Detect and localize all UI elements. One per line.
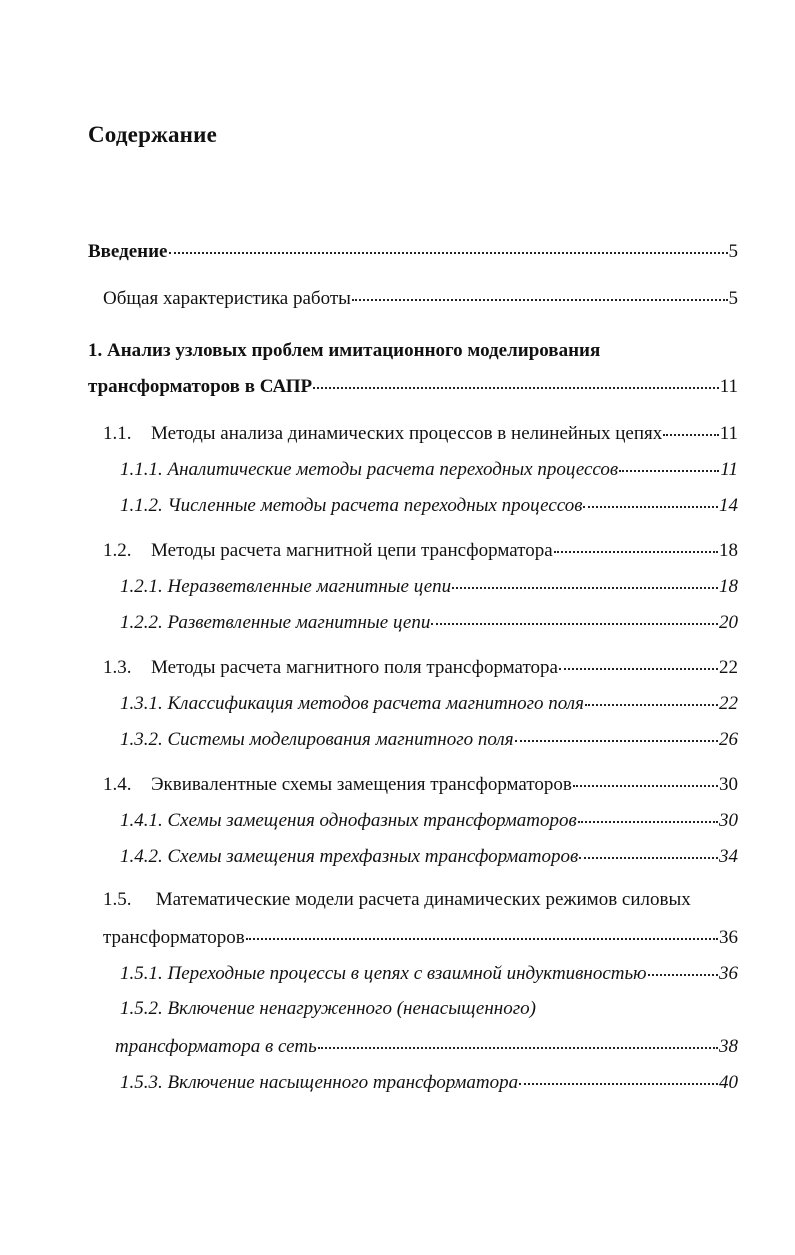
toc-entry-label: 1.2.2. Разветвленные магнитные цепи [120,612,431,633]
toc-leader-dots [583,488,718,508]
toc-page-number: 38 [719,1036,738,1057]
toc-entry-1-3-2[interactable] [120,725,738,751]
toc-page-number: 20 [719,612,738,633]
toc-entry-label: 1.1.2. Численные методы расчета переходных процессов [120,495,583,516]
toc-entry-intro[interactable] [88,237,738,263]
toc-page-number: 36 [719,963,738,984]
toc-leader-dots [169,234,728,254]
toc-entry-label: 1.4.1. Схемы замещения однофазных трансформаторов [120,810,577,831]
toc-entry-label: Методы расчета магнитного поля трансформатора [151,657,558,678]
toc-leader-dots [246,920,718,940]
toc-entry-label: трансформаторов [103,927,245,948]
toc-entry-label: 1.2.1. Неразветвленные магнитные цепи [120,576,452,597]
toc-leader-dots [318,1029,718,1049]
toc-entry-label: 1.5.1. Переходные процессы в цепях с взаимной индуктивностью [120,963,647,984]
toc-entry-label: трансформатора в сеть [115,1036,317,1057]
toc-section-number: 1.5. [103,889,132,910]
toc-entry-label: 1.4.2. Схемы замещения трехфазных трансформаторов [120,846,579,867]
toc-entry-1-1-1[interactable] [120,455,738,481]
toc-leader-dots [313,369,719,389]
page-title: Содержание [88,122,217,147]
toc-entry-1-5-1[interactable] [120,959,738,985]
toc-page-number: 22 [719,657,738,678]
toc-entry-label: Методы расчета магнитной цепи трансформатора [151,540,553,561]
toc-entry-1-3-1[interactable] [120,689,738,715]
toc-entry-label: Общая характеристика работы [103,288,351,309]
toc-entry-1-1-2[interactable] [120,491,738,517]
toc-entry-1-4[interactable] [103,770,738,796]
toc-page-number: 11 [720,459,738,480]
toc-leader-dots [585,686,718,706]
toc-entry-1-2[interactable] [103,536,738,562]
toc-entry-label: Методы анализа динамических процессов в нелинейных цепях [151,423,663,444]
toc-page-number: 40 [719,1072,738,1093]
toc-leader-dots [452,569,718,589]
toc-page-number: 11 [719,423,738,444]
toc-entry-1-4-2[interactable] [120,842,738,868]
toc-page-number: 22 [719,693,738,714]
toc-page-number: 34 [719,846,738,867]
toc-leader-dots [519,1065,718,1085]
toc-leader-dots [619,452,719,472]
toc-entry-intro-sub[interactable] [103,284,738,310]
toc-leader-dots [559,650,718,670]
toc-leader-dots [579,839,718,859]
toc-entry-label: 1.3.2. Системы моделирования магнитного поля [120,729,514,750]
toc-section-number: 1.2. [103,540,132,561]
toc-entry-label: трансформаторов в САПР [88,376,313,397]
toc-page-number: 26 [719,729,738,750]
toc-entry-label: 1.5.3. Включение насыщенного трансформатора [120,1072,519,1093]
toc-page-number: 5 [728,241,738,262]
toc-entry-1-5-2-line1[interactable]: 1.5.2. Включение ненагруженного (ненасыщенного) [120,998,536,1019]
toc-entry-1-5-line1[interactable] [103,887,691,913]
toc-leader-dots [663,416,718,436]
toc-page-number: 30 [719,774,738,795]
toc-page-number: 14 [719,495,738,516]
toc-entry-label: Введение [88,241,168,262]
toc-leader-dots [578,803,718,823]
toc-page-number: 18 [719,576,738,597]
toc-entry-label: Эквивалентные схемы замещения трансформаторов [151,774,572,795]
toc-section-number: 1.4. [103,774,132,795]
toc-entry-1-4-1[interactable] [120,806,738,832]
toc-entry-label: Математические модели расчета динамических режимов силовых [155,889,691,910]
toc-entry-1-2-2[interactable] [120,608,738,634]
toc-entry-1-3[interactable] [103,653,738,679]
toc-entry-label: 1.3.1. Классификация методов расчета магнитного поля [120,693,584,714]
toc-leader-dots [554,533,718,553]
toc-leader-dots [648,956,718,976]
toc-leader-dots [573,767,718,787]
toc-page-number: 30 [719,810,738,831]
toc-leader-dots [352,281,728,301]
toc-leader-dots [515,722,718,742]
toc-entry-label: 1.1.1. Аналитические методы расчета переходных процессов [120,459,619,480]
toc-leader-dots [431,605,718,625]
toc-page-number: 11 [719,376,738,397]
toc-page-number: 5 [728,288,738,309]
toc-entry-1-2-1[interactable] [120,572,738,598]
toc-page-number: 36 [719,927,738,948]
toc-entry-1-1[interactable] [103,419,738,445]
toc-section-number: 1.1. [103,423,132,444]
toc-page-number: 18 [719,540,738,561]
toc-entry-chapter-1[interactable] [88,372,738,398]
toc-entry-1-5[interactable] [103,923,738,949]
toc-entry-1-5-2[interactable] [115,1032,738,1058]
toc-section-number: 1.3. [103,657,132,678]
toc-entry-1-5-3[interactable] [120,1068,738,1094]
toc-chapter-1-line1[interactable]: 1. Анализ узловых проблем имитационного моделирования [88,340,601,361]
